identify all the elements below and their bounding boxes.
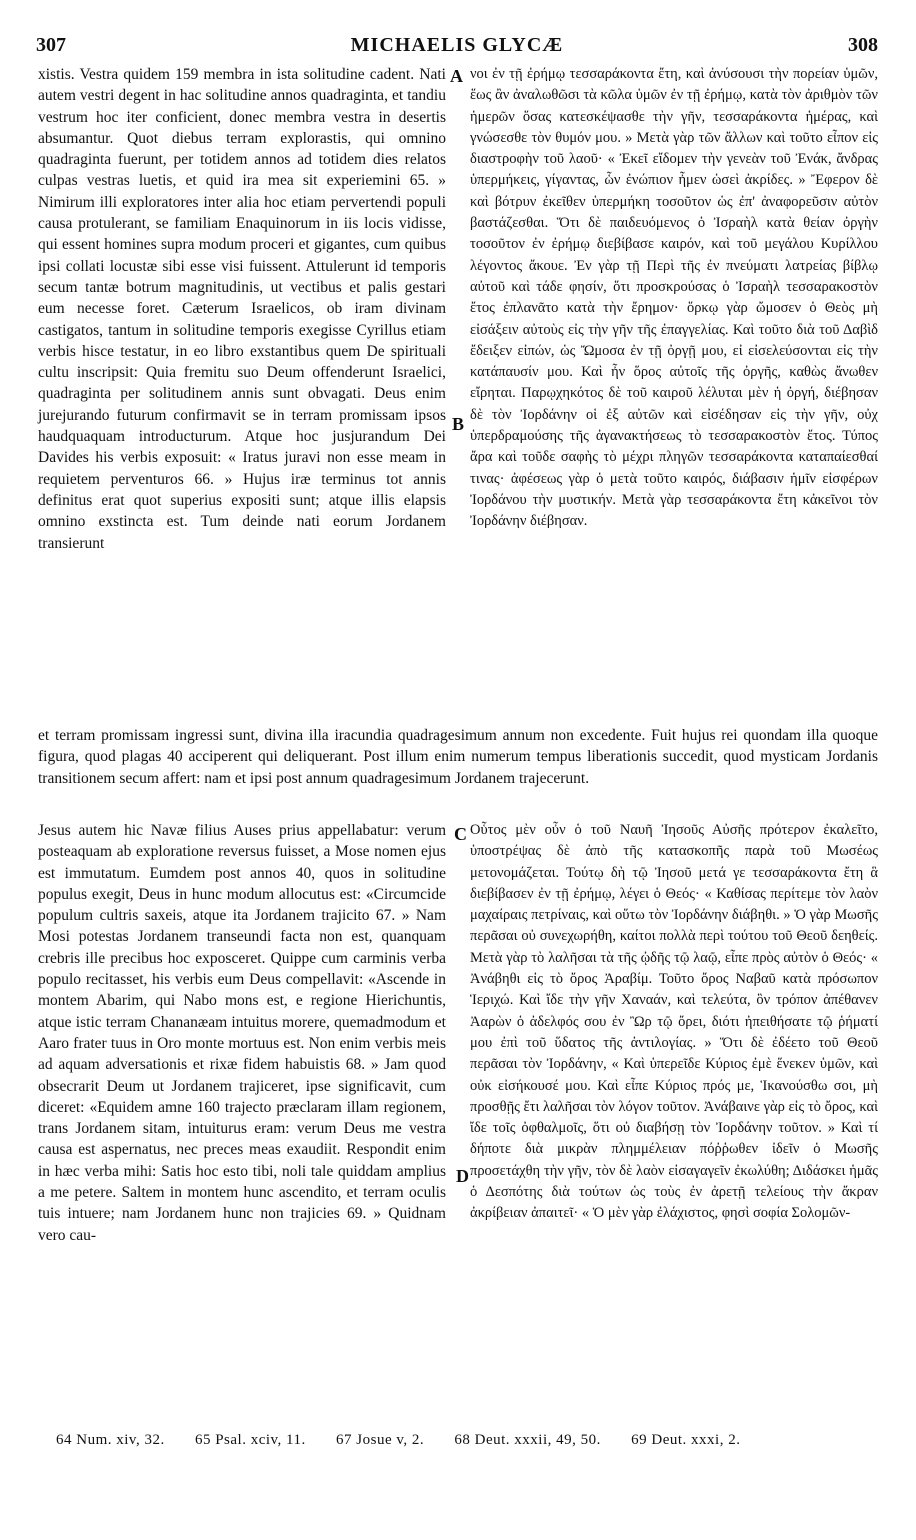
latin-column-bottom: Jesus autem hic Navæ filius Auses prius appellabatur: verum posteaquam ab exploratione reversus fuisset, a Mose nomen ejus est immutatum. Eumdem post annos 40, quos in solitudine populus exegit, Deus in hunc modum allocutus est: «Circumcide populum cultris saxeis, atque ita Jordanem trajicito 67. » Nam Mosi potestas Jordanem transeundi facta non est, quanquam crebris ille precibus hoc exposceret. Quippe cum carminis verba populo recitasset, his verbis eum Deus compellavit: «Ascende in montem Abarim, qui Nabo mons est, e regione Hierichuntis, atque istic terram Chananæam intuitus morere, quemadmodum et Aaro frater tuus in Oro monte mortuus est. Non enim verbis meis ad aquam adversationis et rixæ fidem habuistis 68. » Jam quod obsecrarit Deum ut Jordanem trajiceret, ipse significavit, cum diceret: «Equidem amne 160 trajecto præclaram illam regionem, trans Jordanem sitam, intuiturus eram: verum Deus me vestra causa est aspernatus, nec preces meas exaudiit. Respondit enim in hæc verba mihi: Satis hoc esto tibi, noli tale quiddam amplius a me petere. Saltem in montem hunc ascendito, et terram oculis tuis intuere; nam Jordanem hunc non trajicies 69. » Quidnam vero cau- — [38, 822, 446, 1244]
latin-column-top: xistis. Vestra quidem 159 membra in ista solitudine cadent. Nati autem vestri degent in hac solitudine annos quadraginta, et tandiu vestrum hoc iter conficient, donec membra vestra in desertis absumantur. Quot diebus terram explorastis, qui omnino quadraginta fuerunt, per totidem annos ad totidem dies relatos culpas vestras luetis, et quid ira mea sit experiemini 65. » Nimirum illi exploratores inter alia hoc etiam pervertendi populi causa protulerant, se familiam Enaquinorum in iis locis vidisse, qui essent homines supra modum proceri et gigantes, cum quibus ipsi collati locustæ sibi esse visi fuissent. Attulerunt id temporis secum tantæ botrum magnitudinis, ut vectibus et palis gestari eum necesse foret. Cæterum Israelicos, ob iram divinam castigatos, tantum in solitudine temporis exegisse Cyrillus etiam verbis hisce testatur, in eo libro exstantibus quem De spirituali cultu inscripsit: Quia fremitu suo Deum offenderunt Israelici, quadraginta per solitudinem annis sunt obvagati. Deus enim jurejurando futurum confirmavit se in terram promissam ipsos haudquaquam introducturum. Atque hoc jusjurandum Dei Davides his verbis exposuit: « Iratus juravi non esse meam in requietem perventuros 66. » Hujus iræ terminus tot annis definitus erat quot superius expositi sunt; atque illis elapsis omnino exstincta est. Tum deinde nati eorum Jordanem transierunt — [38, 66, 446, 552]
footnote: 67 Josue v, 2. — [336, 1432, 425, 1448]
section-marker-b: B — [452, 414, 465, 434]
full-width-paragraph: et terram promissam ingressi sunt, divina illa iracundia quadragesimum annum non excedente. Fuit hujus rei quondam illa quoque figura, quod plagas 40 acciperent qui deliquerant. Post illum enim numerum tempus liberationis succedit, quod mysticam Jordanis transitionem secum affert: nam et ipsi post annum quadragesimum Jordanem trajecerunt. — [38, 727, 878, 787]
section-marker-a: A — [450, 66, 463, 86]
right-page-number: 308 — [848, 34, 878, 56]
greek-column-top: νοι ἐν τῇ ἐρήμῳ τεσσαράκοντα ἔτη, καὶ ἀνύσουσι τὴν πορείαν ὑμῶν, ἕως ἂν ἀναλωθῶσι τὰ κῶλα ὑμῶν ἐν τῇ ἐρήμῳ, κατὰ τὸν ἀριθμὸν τῶν ἡμερῶν ὅσας κατεσκέψασθε τὴν γῆν, τεσσαράκοντα ἡμέρας, καὶ γνώσεσθε τὸν θυμόν μου. » Μετὰ γὰρ τῶν ἄλλων καὶ τοῦτο εἶπον εἰς διαστροφὴν τοῦ λαοῦ· « Ἐκεῖ εἴδομεν τὴν γενεὰν τοῦ Ἐνάκ, ἄνδρας ὑπερμήκεις, γίγαντας, ὧν ἐνώπιον ἦμεν ὡσεὶ ἀκρίδες. » Ἔφερον δὲ καὶ βότρυν ἐκεῖθεν ὑπερμήκη τοσοῦτον ὡς ἐπ' ἀναφορεῦσιν αὐτὸν βαστάζεσθαι. Ὅτι δὲ παιδευόμενος ὁ Ἰσραὴλ κατὰ θείαν ὀργὴν τοσοῦτον ἐν ἐρήμῳ διεβίβασε καιρόν, καὶ τοῦ μεγάλου Κυρίλλου λέγοντος ἄκουε. Ἐν γὰρ τῇ Περὶ τῆς ἐν πνεύματι λατρείας βίβλῳ αὐτοῦ καὶ τάδε φησίν, ὅτι προσκρούσας ὁ Ἰσραὴλ τεσσαρακοστὸν ἔτος ἐπλανᾶτο κατὰ τὴν ἔρημον· ὅρκῳ γὰρ ὤμοσεν ὁ Θεὸς μὴ εἰσάξειν αὐτοὺς εἰς τὴν γῆν τῆς ἐπαγγελίας. Καὶ τοῦτο διὰ τοῦ Δαβὶδ ἔδειξεν εἰπών, ὡς Ὤμοσα ἐν τῇ ὀργῇ μου, εἰ εἰσελεύσονται εἰς τὴν κατάπαυσίν μου. Καὶ ἦν ὅρος αὐτοῖς τῆς ὀργῆς, καθὼς ἄνωθεν εἴρηται. Παρῳχηκότος δὲ τοῦ καιροῦ λέλυται μὲν ἡ ὀργή, διέβησαν δὲ τὸν Ἰορδάνην οἱ ἐξ αὐτῶν καὶ εἰσέδησαν εἰς τὴν γῆν, οὐχ ὑπερδραμούσης τῆς ἀγανακτήσεως τὸ τεσσαρακοστὸν ἔτος. Τύπος ἄρα καὶ τοῦδε σαφὴς τὸ μέχρι πληγῶν τεσσαράκοντα καταπαίεσθαί τινας· ἀφέσεως γὰρ ὁ μετὰ τοῦτο καιρός, διάβασιν ἡμῖν εἰσφέρων Ἰορδάνου τὴν μυστικήν. Μετὰ γὰρ τεσσαράκοντα ἔτη κἀκεῖνοι τὸν Ἰορδάνην διέβησαν. — [470, 66, 878, 530]
footnote: 68 Deut. xxxii, 49, 50. — [454, 1432, 601, 1448]
footnote: 65 Psal. xciv, 11. — [194, 1432, 306, 1448]
footnotes — [56, 1432, 876, 1449]
running-header — [36, 34, 878, 58]
section-marker-c: C — [454, 824, 467, 844]
greek-column-bottom: Οὗτος μὲν οὖν ὁ τοῦ Ναυῆ Ἰησοῦς Αὐσῆς πρότερον ἐκαλεῖτο, ὑποστρέψας δὲ ἀπὸ τῆς κατασκοπῆς παρὰ τοῦ Μωσέως μετονομάζεται. Τούτῳ δὴ τῷ Ἰησοῦ μετά γε τεσσαράκοντα ἔτη ἃ διεβίβασεν ἐν τῇ ἐρήμῳ, λέγει ὁ Θεός· « Καθίσας περίτεμε τὸν λαὸν μαχαίραις πετρίναις, καὶ οὕτω τὸν Ἰορδάνην διάβηθι. » Ὁ γὰρ Μωσῆς περᾶσαι οὐ συνεχωρήθη, καίτοι πολλὰ περὶ τούτου τοῦ Θεοῦ δεηθείς. Μετὰ γὰρ τὸ λαλῆσαι τὰ τῆς ᾠδῆς τῷ λαῷ, εἶπε πρὸς αὐτὸν ὁ Θεός· « Ἀνάβηθι εἰς τὸ ὄρος Ἀραβίμ. Τοῦτο ὄρος Ναβαῦ κατὰ πρόσωπον Ἱεριχώ. Καὶ ἴδε τὴν γῆν Χαναάν, καὶ τελεύτα, ὃν τρόπον ἀπέθανεν Ἀαρὼν ὁ ἀδελφός σου ἐν Ὢρ τῷ ὄρει, διότι ἠπειθήσατε τῷ ῥήματί μου ἐπὶ τοῦ ὕδατος τῆς ἀντιλογίας. » Ὅτι δὲ ἐδέετο τοῦ Θεοῦ περᾶσαι τὸν Ἰορδάνην, « Καὶ ὑπερεῖδε Κύριος ἐμὲ ἕνεκεν ὑμῶν, καὶ οὐκ εἰσήκουσέ μου. Καὶ εἶπε Κύριος πρός με, Ἱκανούσθω σοι, μὴ προσθῇς ἔτι λαλῆσαι τὸν λόγον τοῦτον. Ἀνάβαινε γὰρ εἰς τὸ ὄρος, καὶ ἴδε τοῖς ὀφθαλμοῖς, ὅτι οὐ διαβήσῃ τὸν Ἰορδάνην τοῦτον. » Καὶ τί δήποτε διὰ μικρὰν πλημμέλειαν πόῤῥωθεν ἰδεῖν ὁ Μωσῆς προσετάχθη τὴν γῆν, τὸν δὲ λαὸν εἰσαγαγεῖν ἐκωλύθη; Διδάσκει ἡμᾶς ὁ Δεσπότης διὰ τούτων ὡς τοὺς ἐν ἀρετῇ τελείους τὴν ἄκραν ἀκρίβειαν ἀπαιτεῖ· « Ὁ μὲν γὰρ ἐλάχιστος, φησὶ σοφία Σολομῶν- — [470, 822, 878, 1222]
footnote: 64 Num. xiv, 32. — [56, 1432, 165, 1448]
footnote: 69 Deut. xxxi, 2. — [631, 1432, 741, 1448]
section-marker-d: D — [456, 1166, 469, 1186]
left-page-number: 307 — [36, 34, 66, 56]
page-title: MICHAELIS GLYCÆ — [350, 34, 564, 56]
